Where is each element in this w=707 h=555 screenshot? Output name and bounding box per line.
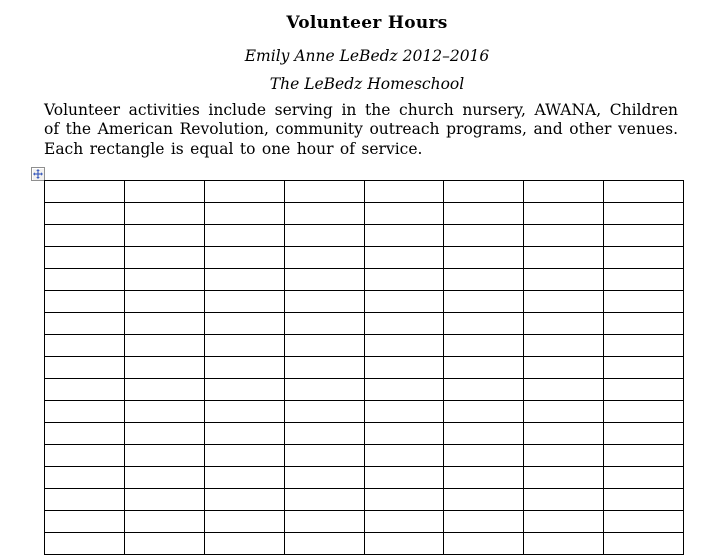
table-cell[interactable] (604, 511, 684, 533)
table-cell[interactable] (444, 357, 524, 379)
table-cell[interactable] (524, 467, 604, 489)
table-row (45, 423, 684, 445)
table-cell[interactable] (604, 225, 684, 247)
page-title: Volunteer Hours (286, 13, 448, 33)
document-description: Volunteer activities include serving in the church nursery, AWANA, Children of the American Revolution, community outreach programs, and other venues. Each rectangle is equal to one hour of service. (44, 101, 678, 158)
table-cell[interactable] (604, 269, 684, 291)
table-cell[interactable] (204, 379, 284, 401)
table-cell[interactable] (444, 467, 524, 489)
table-cell[interactable] (45, 247, 125, 269)
table-cell[interactable] (604, 335, 684, 357)
table-cell[interactable] (364, 445, 444, 467)
table-cell[interactable] (204, 181, 284, 203)
table-cell[interactable] (45, 181, 125, 203)
table-cell[interactable] (444, 313, 524, 335)
table-cell[interactable] (284, 445, 364, 467)
volunteer-hours-grid-body (45, 181, 684, 555)
table-cell[interactable] (524, 247, 604, 269)
table-cell[interactable] (604, 313, 684, 335)
table-cell[interactable] (444, 511, 524, 533)
table-cell[interactable] (364, 291, 444, 313)
table-cell[interactable] (604, 357, 684, 379)
table-cell[interactable] (444, 445, 524, 467)
table-cell[interactable] (45, 511, 125, 533)
table-cell[interactable] (45, 423, 125, 445)
table-cell[interactable] (204, 335, 284, 357)
table-cell[interactable] (284, 423, 364, 445)
table-cell[interactable] (204, 489, 284, 511)
table-cell[interactable] (284, 269, 364, 291)
table-cell[interactable] (284, 401, 364, 423)
table-cell[interactable] (524, 511, 604, 533)
table-cell[interactable] (364, 335, 444, 357)
table-cell[interactable] (524, 357, 604, 379)
table-cell[interactable] (124, 291, 204, 313)
table-cell[interactable] (524, 335, 604, 357)
table-cell[interactable] (524, 489, 604, 511)
table-row (45, 511, 684, 533)
document-school-line: The LeBedz Homeschool (269, 75, 465, 93)
table-cell[interactable] (45, 313, 125, 335)
table-cell[interactable] (604, 467, 684, 489)
table-cell[interactable] (284, 335, 364, 357)
table-cell[interactable] (204, 247, 284, 269)
table-cell[interactable] (364, 511, 444, 533)
table-cell[interactable] (124, 203, 204, 225)
table-cell[interactable] (524, 181, 604, 203)
table-row (45, 401, 684, 423)
table-cell[interactable] (524, 269, 604, 291)
table-cell[interactable] (124, 313, 204, 335)
table-move-handle[interactable] (31, 167, 45, 181)
table-cell[interactable] (204, 225, 284, 247)
table-cell[interactable] (364, 467, 444, 489)
table-cell[interactable] (45, 357, 125, 379)
table-cell[interactable] (444, 181, 524, 203)
table-cell[interactable] (284, 181, 364, 203)
table-cell[interactable] (364, 313, 444, 335)
table-row (45, 335, 684, 357)
table-cell[interactable] (124, 269, 204, 291)
table-cell[interactable] (364, 423, 444, 445)
table-cell[interactable] (124, 445, 204, 467)
table-cell[interactable] (364, 181, 444, 203)
table-row (45, 467, 684, 489)
table-cell[interactable] (604, 489, 684, 511)
table-cell[interactable] (444, 335, 524, 357)
table-cell[interactable] (204, 269, 284, 291)
table-row (45, 313, 684, 335)
table-cell[interactable] (524, 203, 604, 225)
document-byline: Emily Anne LeBedz 2012–2016 (244, 47, 490, 65)
move-arrows-icon (33, 169, 43, 179)
table-cell[interactable] (444, 247, 524, 269)
table-row (45, 269, 684, 291)
table-cell[interactable] (524, 291, 604, 313)
table-cell[interactable] (284, 203, 364, 225)
table-cell[interactable] (45, 401, 125, 423)
table-cell[interactable] (284, 489, 364, 511)
table-cell[interactable] (124, 489, 204, 511)
table-cell[interactable] (524, 225, 604, 247)
table-cell[interactable] (284, 511, 364, 533)
table-cell[interactable] (204, 467, 284, 489)
table-cell[interactable] (364, 225, 444, 247)
table-cell[interactable] (444, 291, 524, 313)
table-cell[interactable] (604, 445, 684, 467)
table-cell[interactable] (604, 423, 684, 445)
table-cell[interactable] (45, 225, 125, 247)
table-cell[interactable] (364, 357, 444, 379)
table-cell[interactable] (284, 247, 364, 269)
table-cell[interactable] (604, 203, 684, 225)
table-cell[interactable] (204, 401, 284, 423)
table-cell[interactable] (204, 291, 284, 313)
table-cell[interactable] (444, 423, 524, 445)
table-cell[interactable] (524, 401, 604, 423)
table-cell[interactable] (45, 467, 125, 489)
table-cell[interactable] (204, 203, 284, 225)
table-cell[interactable] (204, 423, 284, 445)
table-cell[interactable] (124, 511, 204, 533)
table-row (45, 247, 684, 269)
table-row (45, 181, 684, 203)
table-cell[interactable] (364, 247, 444, 269)
table-cell[interactable] (284, 379, 364, 401)
table-cell[interactable] (364, 379, 444, 401)
table-cell[interactable] (364, 269, 444, 291)
table-cell[interactable] (204, 313, 284, 335)
table-cell[interactable] (604, 181, 684, 203)
table-cell[interactable] (204, 357, 284, 379)
table-row (45, 445, 684, 467)
table-cell[interactable] (444, 203, 524, 225)
table-cell[interactable] (364, 401, 444, 423)
table-cell[interactable] (204, 445, 284, 467)
table-cell[interactable] (524, 379, 604, 401)
table-cell[interactable] (604, 401, 684, 423)
table-cell[interactable] (45, 291, 125, 313)
table-row (45, 203, 684, 225)
table-cell[interactable] (124, 423, 204, 445)
table-cell[interactable] (284, 467, 364, 489)
table-cell[interactable] (204, 511, 284, 533)
table-cell[interactable] (124, 225, 204, 247)
table-cell[interactable] (45, 445, 125, 467)
table-row (45, 225, 684, 247)
table-cell[interactable] (604, 291, 684, 313)
table-cell[interactable] (604, 247, 684, 269)
table-cell[interactable] (284, 313, 364, 335)
table-cell[interactable] (124, 181, 204, 203)
table-cell[interactable] (124, 247, 204, 269)
table-cell[interactable] (45, 203, 125, 225)
table-cell[interactable] (444, 401, 524, 423)
table-cell[interactable] (444, 269, 524, 291)
table-cell[interactable] (444, 489, 524, 511)
table-cell[interactable] (45, 489, 125, 511)
table-cell[interactable] (524, 313, 604, 335)
table-cell[interactable] (124, 401, 204, 423)
table-cell[interactable] (124, 379, 204, 401)
table-row (45, 357, 684, 379)
table-cell[interactable] (524, 445, 604, 467)
table-cell[interactable] (45, 379, 125, 401)
table-cell[interactable] (284, 225, 364, 247)
table-cell[interactable] (364, 489, 444, 511)
table-cell[interactable] (444, 225, 524, 247)
table-cell[interactable] (124, 357, 204, 379)
table-cell[interactable] (124, 467, 204, 489)
table-cell[interactable] (45, 335, 125, 357)
table-row (45, 489, 684, 511)
table-row (45, 291, 684, 313)
table-cell[interactable] (524, 423, 604, 445)
table-cell[interactable] (45, 269, 125, 291)
table-cell[interactable] (284, 357, 364, 379)
table-cell[interactable] (284, 291, 364, 313)
volunteer-hours-grid (44, 180, 684, 555)
table-cell[interactable] (364, 203, 444, 225)
table-cell[interactable] (604, 379, 684, 401)
table-row (45, 379, 684, 401)
table-cell[interactable] (124, 335, 204, 357)
table-cell[interactable] (444, 379, 524, 401)
